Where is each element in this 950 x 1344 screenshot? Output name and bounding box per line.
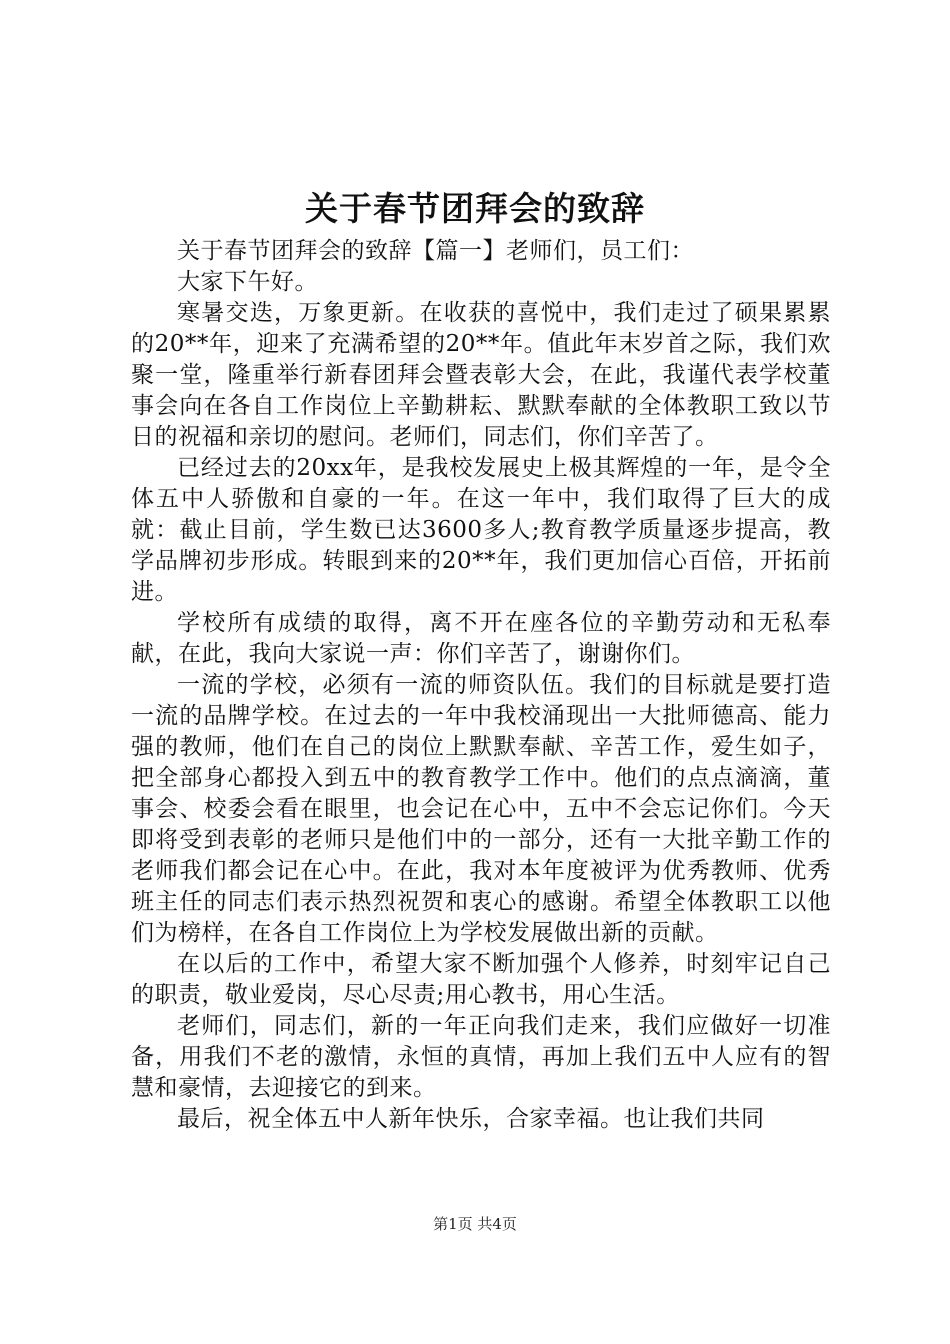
paragraph-7: 在以后的工作中，希望大家不断加强个人修养，时刻牢记自己的职责，敬业爱岗，尽心尽责;用心教书，用心生活。 bbox=[131, 951, 831, 1008]
paragraph-1: 关于春节团拜会的致辞【篇一】老师们，员工们： bbox=[177, 238, 694, 264]
paragraph-6: 一流的学校，必须有一流的师资队伍。我们的目标就是要打造一流的品牌学校。在过去的一年中我校涌现出一大批师德高、能力强的教师，他们在自己的岗位上默默奉献、辛苦工作，爱生如子，把全部身心都投入到五中的教育教学工作中。他们的点点滴滴，董事会、校委会看在眼里，也会记在心中，五中不会忘记你们。今天即将受到表彰的老师只是他们中的一部分，还有一大批辛勤工作的老师我们都会记在心中。在此，我对本年度被评为优秀教师、优秀班主任的同志们表示热烈祝贺和衷心的感谢。希望全体教职工以他们为榜样，在各自工作岗位上为学校发展做出新的贡献。 bbox=[131, 672, 831, 946]
page-number-footer: 第1页 共4页 bbox=[433, 1215, 517, 1233]
paragraph-2: 大家下午好。 bbox=[177, 269, 318, 295]
paragraph-4: 已经过去的20xx年，是我校发展史上极其辉煌的一年，是令全体五中人骄傲和自豪的一年。在这一年中，我们取得了巨大的成就：截止目前，学生数已达3600多人;教育教学质量逐步提高，教学品牌初步形成。转眼到来的20**年，我们更加信心百倍，开拓前进。 bbox=[131, 455, 831, 605]
document-title: 关于春节团拜会的致辞 bbox=[305, 189, 645, 228]
paragraph-9: 最后，祝全体五中人新年快乐，合家幸福。也让我们共同 bbox=[177, 1106, 765, 1132]
paragraph-8: 老师们，同志们，新的一年正向我们走来，我们应做好一切准备，用我们不老的激情，永恒的真情，再加上我们五中人应有的智慧和豪情，去迎接它的到来。 bbox=[131, 1013, 831, 1101]
paragraph-3: 寒暑交迭，万象更新。在收获的喜悦中，我们走过了硕果累累的20**年，迎来了充满希望的20**年。值此年末岁首之际，我们欢聚一堂，隆重举行新春团拜会暨表彰大会，在此，我谨代表学校董事会向在各自工作岗位上辛勤耕耘、默默奉献的全体教职工致以节日的祝福和亲切的慰问。老师们，同志们，你们辛苦了。 bbox=[131, 300, 831, 450]
paragraph-5: 学校所有成绩的取得，离不开在座各位的辛勤劳动和无私奉献，在此，我向大家说一声：你们辛苦了，谢谢你们。 bbox=[131, 610, 831, 667]
document-body bbox=[131, 236, 831, 1135]
